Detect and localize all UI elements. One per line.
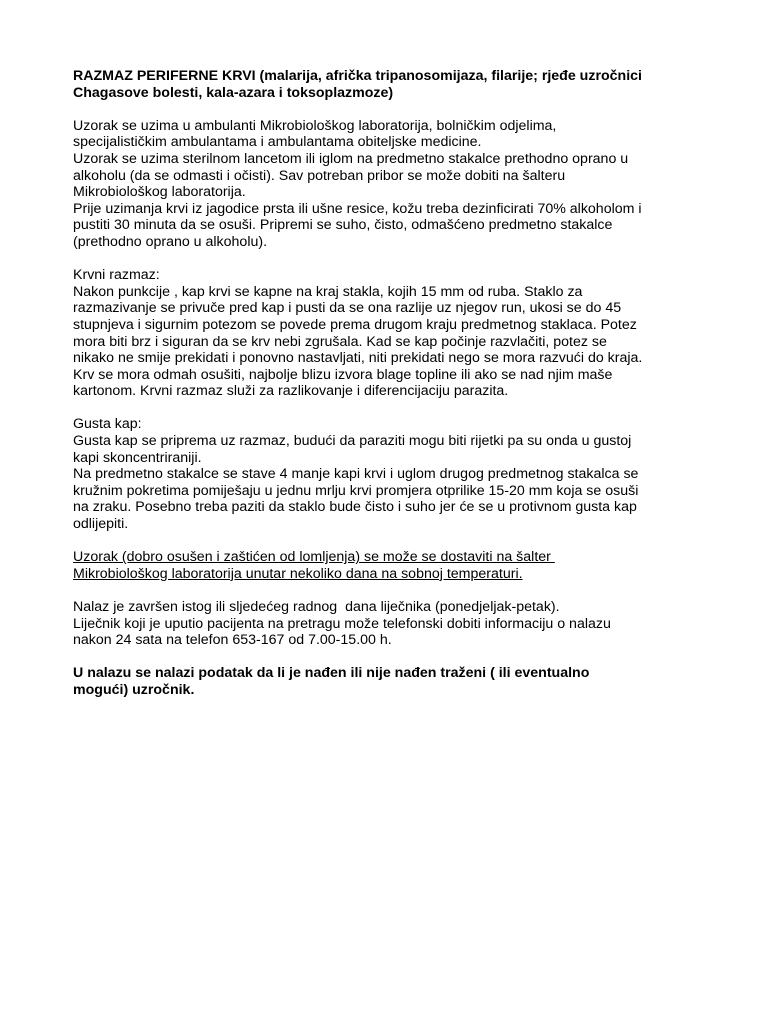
text-line: kružnim pokretima pomiješaju u jednu mrlju krvi promjera otprilike 15-20 mm koja se osuši (73, 482, 639, 499)
text-line: kartonom. Krvni razmaz služi za razlikovanje i diferencijaciju parazita. (73, 383, 509, 400)
text-line: mora biti brz i siguran da se krv nebi zgrušala. Kad se kap počinje razvlačiti, potez se (73, 333, 607, 350)
paragraph-gap (73, 533, 705, 550)
text-line: Krv se mora odmah osušiti, najbolje blizu izvora blage topline ili ako se nad njim maše (73, 366, 613, 383)
paragraph-gap (73, 649, 705, 666)
text-line: Na predmetno stakalce se stave 4 manje kapi krvi i uglom drugog predmetnog stakalca se (73, 466, 639, 483)
text-line: odlijepiti. (73, 516, 129, 533)
underlined-text-line: Uzorak (dobro osušen i zaštićen od lomljenja) se može se dostaviti na šalter (73, 549, 555, 566)
title-line: RAZMAZ PERIFERNE KRVI (malarija, afrička tripanosomijaza, filarije; rjeđe uzročnici (73, 68, 642, 84)
text-line: na zraku. Posebno treba paziti da staklo bude čisto i suho jer će se u protivnom gusta kap (73, 499, 637, 516)
paragraph-gap (73, 582, 705, 599)
bold-text-line: mogući) uzročnik. (73, 681, 195, 698)
text-line: Prije uzimanja krvi iz jagodice prsta ili ušne resice, kožu treba dezinficirati 70% alkoholom i (73, 200, 642, 217)
text-line: Liječnik koji je uputio pacijenta na pretragu može telefonski dobiti informaciju o nalazu (73, 615, 611, 632)
bold-text-line: U nalazu se nalazi podatak da li je nađen ili nije nađen traženi ( ili eventualno (73, 665, 590, 682)
results-paragraph (73, 599, 705, 649)
text-line: alkoholu (da se odmasti i očisti). Sav potreban pribor se može dobiti na šalteru (73, 167, 566, 184)
underlined-text-line: Mikrobiološkog laboratorija unutar nekoliko dana na sobnoj temperaturi. (73, 565, 523, 582)
text-line: Nalaz je završen istog ili sljedećeg radnog dana liječnika (ponedjeljak-petak). (73, 599, 560, 615)
smear-section (73, 267, 705, 400)
text-line: Mikrobiološkog laboratorija. (73, 184, 246, 201)
section-heading: Gusta kap: (73, 416, 142, 433)
title-line: Chagasove bolesti, kala-azara i toksoplazmoze) (73, 84, 394, 101)
paragraph-gap (73, 400, 705, 417)
document-page (73, 68, 705, 699)
thick-drop-section (73, 416, 705, 532)
text-line: razmazivanje se privuče pred kap i pusti da se ona razlije uz njegov run, ukosi se do 45 (73, 300, 622, 317)
section-heading: Krvni razmaz: (73, 267, 160, 284)
text-line: Uzorak se uzima sterilnom lancetom ili iglom na predmetno stakalce prethodno oprano u (73, 150, 629, 167)
intro-paragraph (73, 118, 705, 251)
paragraph-gap (73, 101, 705, 118)
text-line: pustiti 30 minuta da se osuši. Pripremi se suho, čisto, odmašćeno predmetno stakalce (73, 217, 613, 234)
text-line: Gusta kap se priprema uz razmaz, budući da paraziti mogu biti rijetki pa su onda u gustoj (73, 433, 632, 450)
text-line: nikako ne smije prekidati i ponovno nastavljati, niti prekidati nego se mora razvući do kraja. (73, 350, 643, 367)
text-line: (prethodno oprano u alkoholu). (73, 233, 268, 250)
document-title (73, 68, 705, 101)
text-line: stupnjeva i sigurnim potezom se povede prema drugom kraju predmetnog staklaca. Potez (73, 316, 637, 333)
text-line: nakon 24 sata na telefon 653-167 od 7.00-15.00 h. (73, 632, 392, 649)
text-line: specijalističkim ambulantama i ambulantama obiteljske medicine. (73, 134, 482, 151)
text-line: Nakon punkcije , kap krvi se kapne na kraj stakla, kojih 15 mm od ruba. Staklo za (73, 283, 583, 300)
paragraph-gap (73, 251, 705, 268)
text-line: kapi skoncentriraniji. (73, 449, 202, 466)
text-line: Uzorak se uzima u ambulanti Mikrobiološkog laboratorija, bolničkim odjelima, (73, 117, 557, 134)
conclusion-paragraph (73, 665, 705, 698)
transport-paragraph (73, 549, 705, 582)
